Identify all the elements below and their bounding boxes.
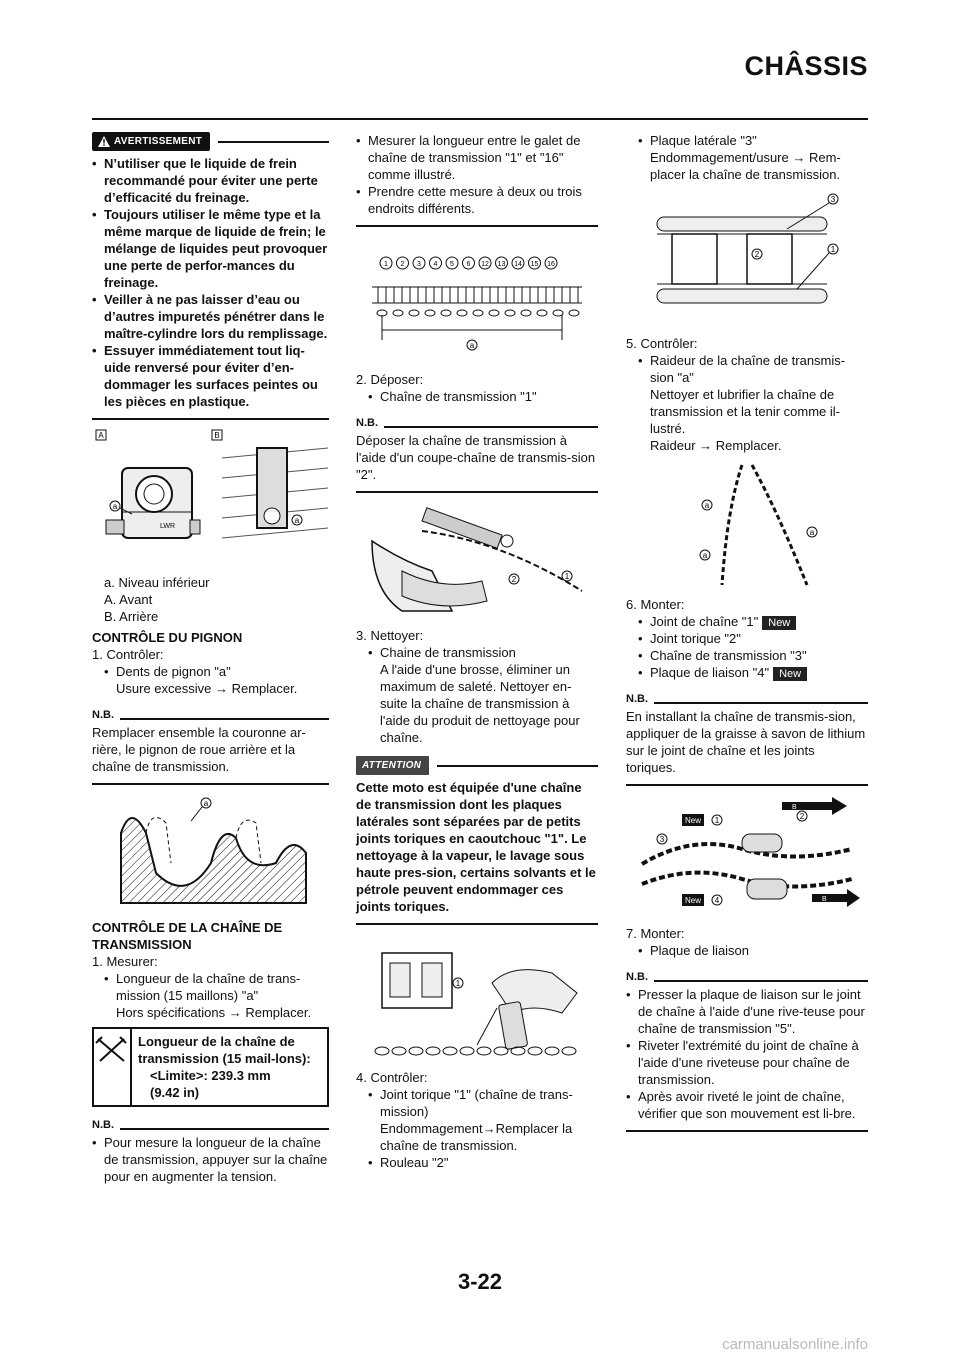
warning-item: • Essuyer immédiatement tout liq-uide renversé pour éviter d’en-dommager les surfaces peintes ou les pièces en plastique. xyxy=(92,342,329,410)
chain-roller-end xyxy=(545,1047,559,1055)
step-item: • Joint torique "1" (chaîne de trans-mission) xyxy=(368,1086,598,1120)
nb-text: En installant la chaîne de transmis-sion, appliquer de la graisse à savon de lithium sur le joint de chaîne et les joints toriques. xyxy=(626,709,866,775)
chain-length-figure xyxy=(362,235,592,365)
chain-roller xyxy=(394,287,402,303)
chain-roller xyxy=(378,287,386,303)
fig-callout-1: 1 xyxy=(830,245,836,254)
new-badge: New xyxy=(762,616,796,630)
chain-roller xyxy=(442,287,450,303)
fig-number-label: 16 xyxy=(547,261,555,268)
fig-callout-4: 4 xyxy=(714,896,720,905)
caption-B: B. Arrière xyxy=(104,609,159,624)
fig-grease-mark: B xyxy=(822,896,827,903)
warning-label: AVERTISSEMENT xyxy=(114,136,203,147)
fig-callout-a: a xyxy=(112,502,118,511)
fig-callout-a: a xyxy=(469,341,475,350)
chain-roller-end xyxy=(425,310,435,316)
fig-number-label: 6 xyxy=(466,261,471,268)
chain-roller xyxy=(458,287,466,303)
check-item: • Raideur de la chaîne de transmis-sion "a" xyxy=(638,352,868,386)
chain-roller-end xyxy=(457,310,467,316)
nb-text: • Pour mesure la longueur de la chaîne de transmission, appuyer sur la chaîne pour en augmenter la tension. xyxy=(92,1134,329,1185)
chain-roller xyxy=(522,287,530,303)
step-text: 1. Contrôler: xyxy=(92,647,164,662)
warning-item: • N’utiliser que le liquide de frein recommandé pour éviter une perte d’efficacité du freinage. xyxy=(92,155,329,206)
attention-header xyxy=(356,756,598,775)
fig-number-label: 14 xyxy=(514,261,522,268)
nb-item: • Presser la plaque de liaison sur le joint de chaîne à l'aide d'une rive-teuse pour chaîne de transmission "5". xyxy=(626,986,868,1037)
chain-roller-end xyxy=(511,1047,525,1055)
check-item: • Dents de pignon "a" xyxy=(104,663,329,680)
warning-list xyxy=(92,155,329,410)
chain-roller-end xyxy=(505,310,515,316)
fig-number-label: 3 xyxy=(417,261,421,268)
step-text: 5. Contrôler: xyxy=(626,336,698,351)
chain-roller xyxy=(474,287,482,303)
chain-roller-end xyxy=(441,310,451,316)
column-2 xyxy=(356,132,598,1171)
fig-callout-1: 1 xyxy=(564,572,570,581)
chain-roller xyxy=(506,287,514,303)
step-detail: A l'aide d'une brosse, éliminer un maximum de saleté. Nettoyer en-suite la chaîne de transmission à l'aide du produit de nettoyage pour chaîne. xyxy=(380,662,580,745)
watermark: carmanualsonline.info xyxy=(722,1336,868,1353)
chain-roller-end xyxy=(473,310,483,316)
new-badge: New xyxy=(773,667,807,681)
install-item: • Joint de chaîne "1" New xyxy=(638,613,868,630)
step-text: 6. Monter: xyxy=(626,597,685,612)
page-title: CHÂSSIS xyxy=(744,51,868,81)
step-item: • Chaîne de transmission "1" xyxy=(368,388,598,405)
chain-roller-end xyxy=(443,1047,457,1055)
install-item: • Plaque de liaison "4" New xyxy=(638,664,868,681)
fig-grease-mark: B xyxy=(792,804,797,811)
fig-callout-2: 2 xyxy=(799,812,805,821)
page-number: 3-22 xyxy=(457,1269,503,1294)
check-result: Usure excessive → Remplacer. xyxy=(116,681,298,696)
fig-callout-a: a xyxy=(702,551,708,560)
nb-header: N.B. xyxy=(92,1117,329,1134)
fig-callout-3: 3 xyxy=(830,195,836,204)
attention-badge: ATTENTION xyxy=(356,756,429,775)
nb-header: N.B. xyxy=(92,707,329,724)
step-text: 3. Nettoyer: xyxy=(356,628,424,643)
fig-callout-a: a xyxy=(294,516,300,525)
chain-roller-end xyxy=(409,1047,423,1055)
fig-callout-2: 2 xyxy=(511,575,517,584)
fig-callout-1: 1 xyxy=(714,816,720,825)
nb-header: N.B. xyxy=(626,691,868,708)
spec-title: Longueur de la chaîne de transmission (15 mail-lons): xyxy=(138,1034,311,1066)
check-result: Hors spécifications → Remplacer. xyxy=(116,1005,312,1020)
nb-header: N.B. xyxy=(356,415,598,432)
lwr-mark: LWR xyxy=(160,523,176,530)
chain-roller-end xyxy=(537,310,547,316)
chain-roller xyxy=(490,287,498,303)
check-detail: Nettoyer et lubrifier la chaîne de transmission et la tenir comme il-lustré. xyxy=(650,387,840,436)
fig-number-label: 5 xyxy=(450,261,454,268)
section-heading-chain: CONTRÔLE DE LA CHAÎNE DE TRANSMISSION xyxy=(92,920,283,952)
spec-box xyxy=(92,1027,329,1107)
step-text: 7. Monter: xyxy=(626,926,685,941)
fig-callout-1: 1 xyxy=(455,979,461,988)
fig-callout-a: a xyxy=(704,501,710,510)
step-detail: Endommagement→Remplacer la chaîne de transmission. xyxy=(380,1121,573,1153)
chain-roller xyxy=(554,287,562,303)
column-1 xyxy=(92,132,329,1185)
attention-text: Cette moto est équipée d'une chaîne de transmission dont les plaques latérales sont séparées par de petits joints toriques en caoutchouc "1". Le nettoyage à la vapeur, le lavage sous haute pres-sion, certains solvants et le pétrole peuvent endommager ces joints toriques. xyxy=(356,780,596,914)
warning-triangle-icon xyxy=(98,136,110,147)
header-rule xyxy=(92,118,868,120)
nb-item: • Riveter l'extrémité du joint de chaîne à l'aide d'une riveteuse pour chaîne de transmission. xyxy=(626,1037,868,1088)
chain-roller-end xyxy=(392,1047,406,1055)
chain-stiffness-figure xyxy=(647,460,847,590)
chain-roller-end xyxy=(375,1047,389,1055)
check-result: Raideur → Remplacer. xyxy=(650,438,782,453)
spec-inches: (9.42 in) xyxy=(150,1085,200,1100)
new-mark: New xyxy=(684,816,702,825)
step-item: • Rouleau "2" xyxy=(368,1154,598,1171)
fig-number-label: 15 xyxy=(530,261,539,268)
chain-roller-end xyxy=(521,310,531,316)
nb-item: • Après avoir riveté le joint de chaîne, vérifier que son mouvement est li-bre. xyxy=(626,1088,868,1122)
caption-A: A. Avant xyxy=(104,592,153,607)
new-mark: New xyxy=(684,896,702,905)
warning-item: • Toujours utiliser le même type et la même marque de liquide de frein; le mélange de liquides peut provoquer une perte de perfor-mances du freinage. xyxy=(92,206,329,291)
fig-callout-a: a xyxy=(809,528,815,537)
fig-label-B: B xyxy=(214,431,220,440)
check-item: • Plaque latérale "3" xyxy=(638,132,868,149)
chain-roller-end xyxy=(426,1047,440,1055)
warning-item: • Veiller à ne pas laisser d’eau ou d’autres impuretés pénétrer dans le maître-cylindre lors du remplissage. xyxy=(92,291,329,342)
step-text: 4. Contrôler: xyxy=(356,1070,428,1085)
step-item: • Chaine de transmission xyxy=(368,644,598,661)
fig-number-label: 13 xyxy=(497,261,506,268)
chain-roller-end xyxy=(569,310,579,316)
chain-cleaning-figure xyxy=(362,933,592,1063)
chain-roller-end xyxy=(393,310,403,316)
chain-roller-end xyxy=(409,310,419,316)
step-text: 2. Déposer: xyxy=(356,372,424,387)
caption-a: a. Niveau inférieur xyxy=(104,575,210,590)
fig-callout-a: a xyxy=(203,799,208,808)
chain-roller-end xyxy=(528,1047,542,1055)
warning-badge xyxy=(92,132,210,151)
wrench-icon xyxy=(94,1029,132,1105)
nb-header: N.B. xyxy=(626,969,868,986)
chain-roller-end xyxy=(489,310,499,316)
chain-roller-end xyxy=(477,1047,491,1055)
chain-link-figure xyxy=(637,189,857,329)
fig-callout-3: 3 xyxy=(659,835,665,844)
chain-roller xyxy=(410,287,418,303)
chain-joint-install-figure xyxy=(632,794,862,919)
fig-number-label: 12 xyxy=(481,261,489,268)
chain-roller xyxy=(538,287,546,303)
fig-number-label: 1 xyxy=(384,261,388,268)
chain-roller-end xyxy=(460,1047,474,1055)
fig-callout-2: 2 xyxy=(754,250,760,259)
install-item: • Plaque de liaison xyxy=(638,942,868,959)
nb-text: Déposer la chaîne de transmission à l'aide d'un coupe-chaîne de transmis-sion "2". xyxy=(356,433,596,482)
check-result: Endommagement/usure → Rem-placer la chaîne de transmission. xyxy=(650,150,841,182)
bullet-item: • Prendre cette mesure à deux ou trois endroits différents. xyxy=(356,183,598,217)
fig-label-A: A xyxy=(98,431,104,440)
install-item: • Joint torique "2" xyxy=(638,630,868,647)
section-heading-sprocket: CONTRÔLE DU PIGNON xyxy=(92,630,243,645)
spec-limit: <Limite>: 239.3 mm xyxy=(150,1068,271,1083)
column-3 xyxy=(626,132,868,1140)
fig-number-label: 4 xyxy=(433,261,438,268)
chain-roller xyxy=(570,287,578,303)
chain-roller-end xyxy=(562,1047,576,1055)
bullet-item: • Mesurer la longueur entre le galet de chaîne de transmission "1" et "16" comme illustré. xyxy=(356,132,598,183)
nb-text: Remplacer ensemble la couronne ar-rière, le pignon de roue arrière et la chaîne de transmission. xyxy=(92,725,306,774)
chain-roller-end xyxy=(494,1047,508,1055)
install-item: • Chaîne de transmission "3" xyxy=(638,647,868,664)
chain-roller xyxy=(426,287,434,303)
step-text: 1. Mesurer: xyxy=(92,954,158,969)
sprocket-teeth-figure xyxy=(111,793,311,913)
fig-number-label: 2 xyxy=(400,261,405,268)
chain-cutter-figure xyxy=(362,501,592,621)
warning-header xyxy=(92,132,329,151)
check-item: • Longueur de la chaîne de trans-mission (15 maillons) "a" xyxy=(104,970,329,1004)
brake-reservoir-figure xyxy=(92,428,329,568)
